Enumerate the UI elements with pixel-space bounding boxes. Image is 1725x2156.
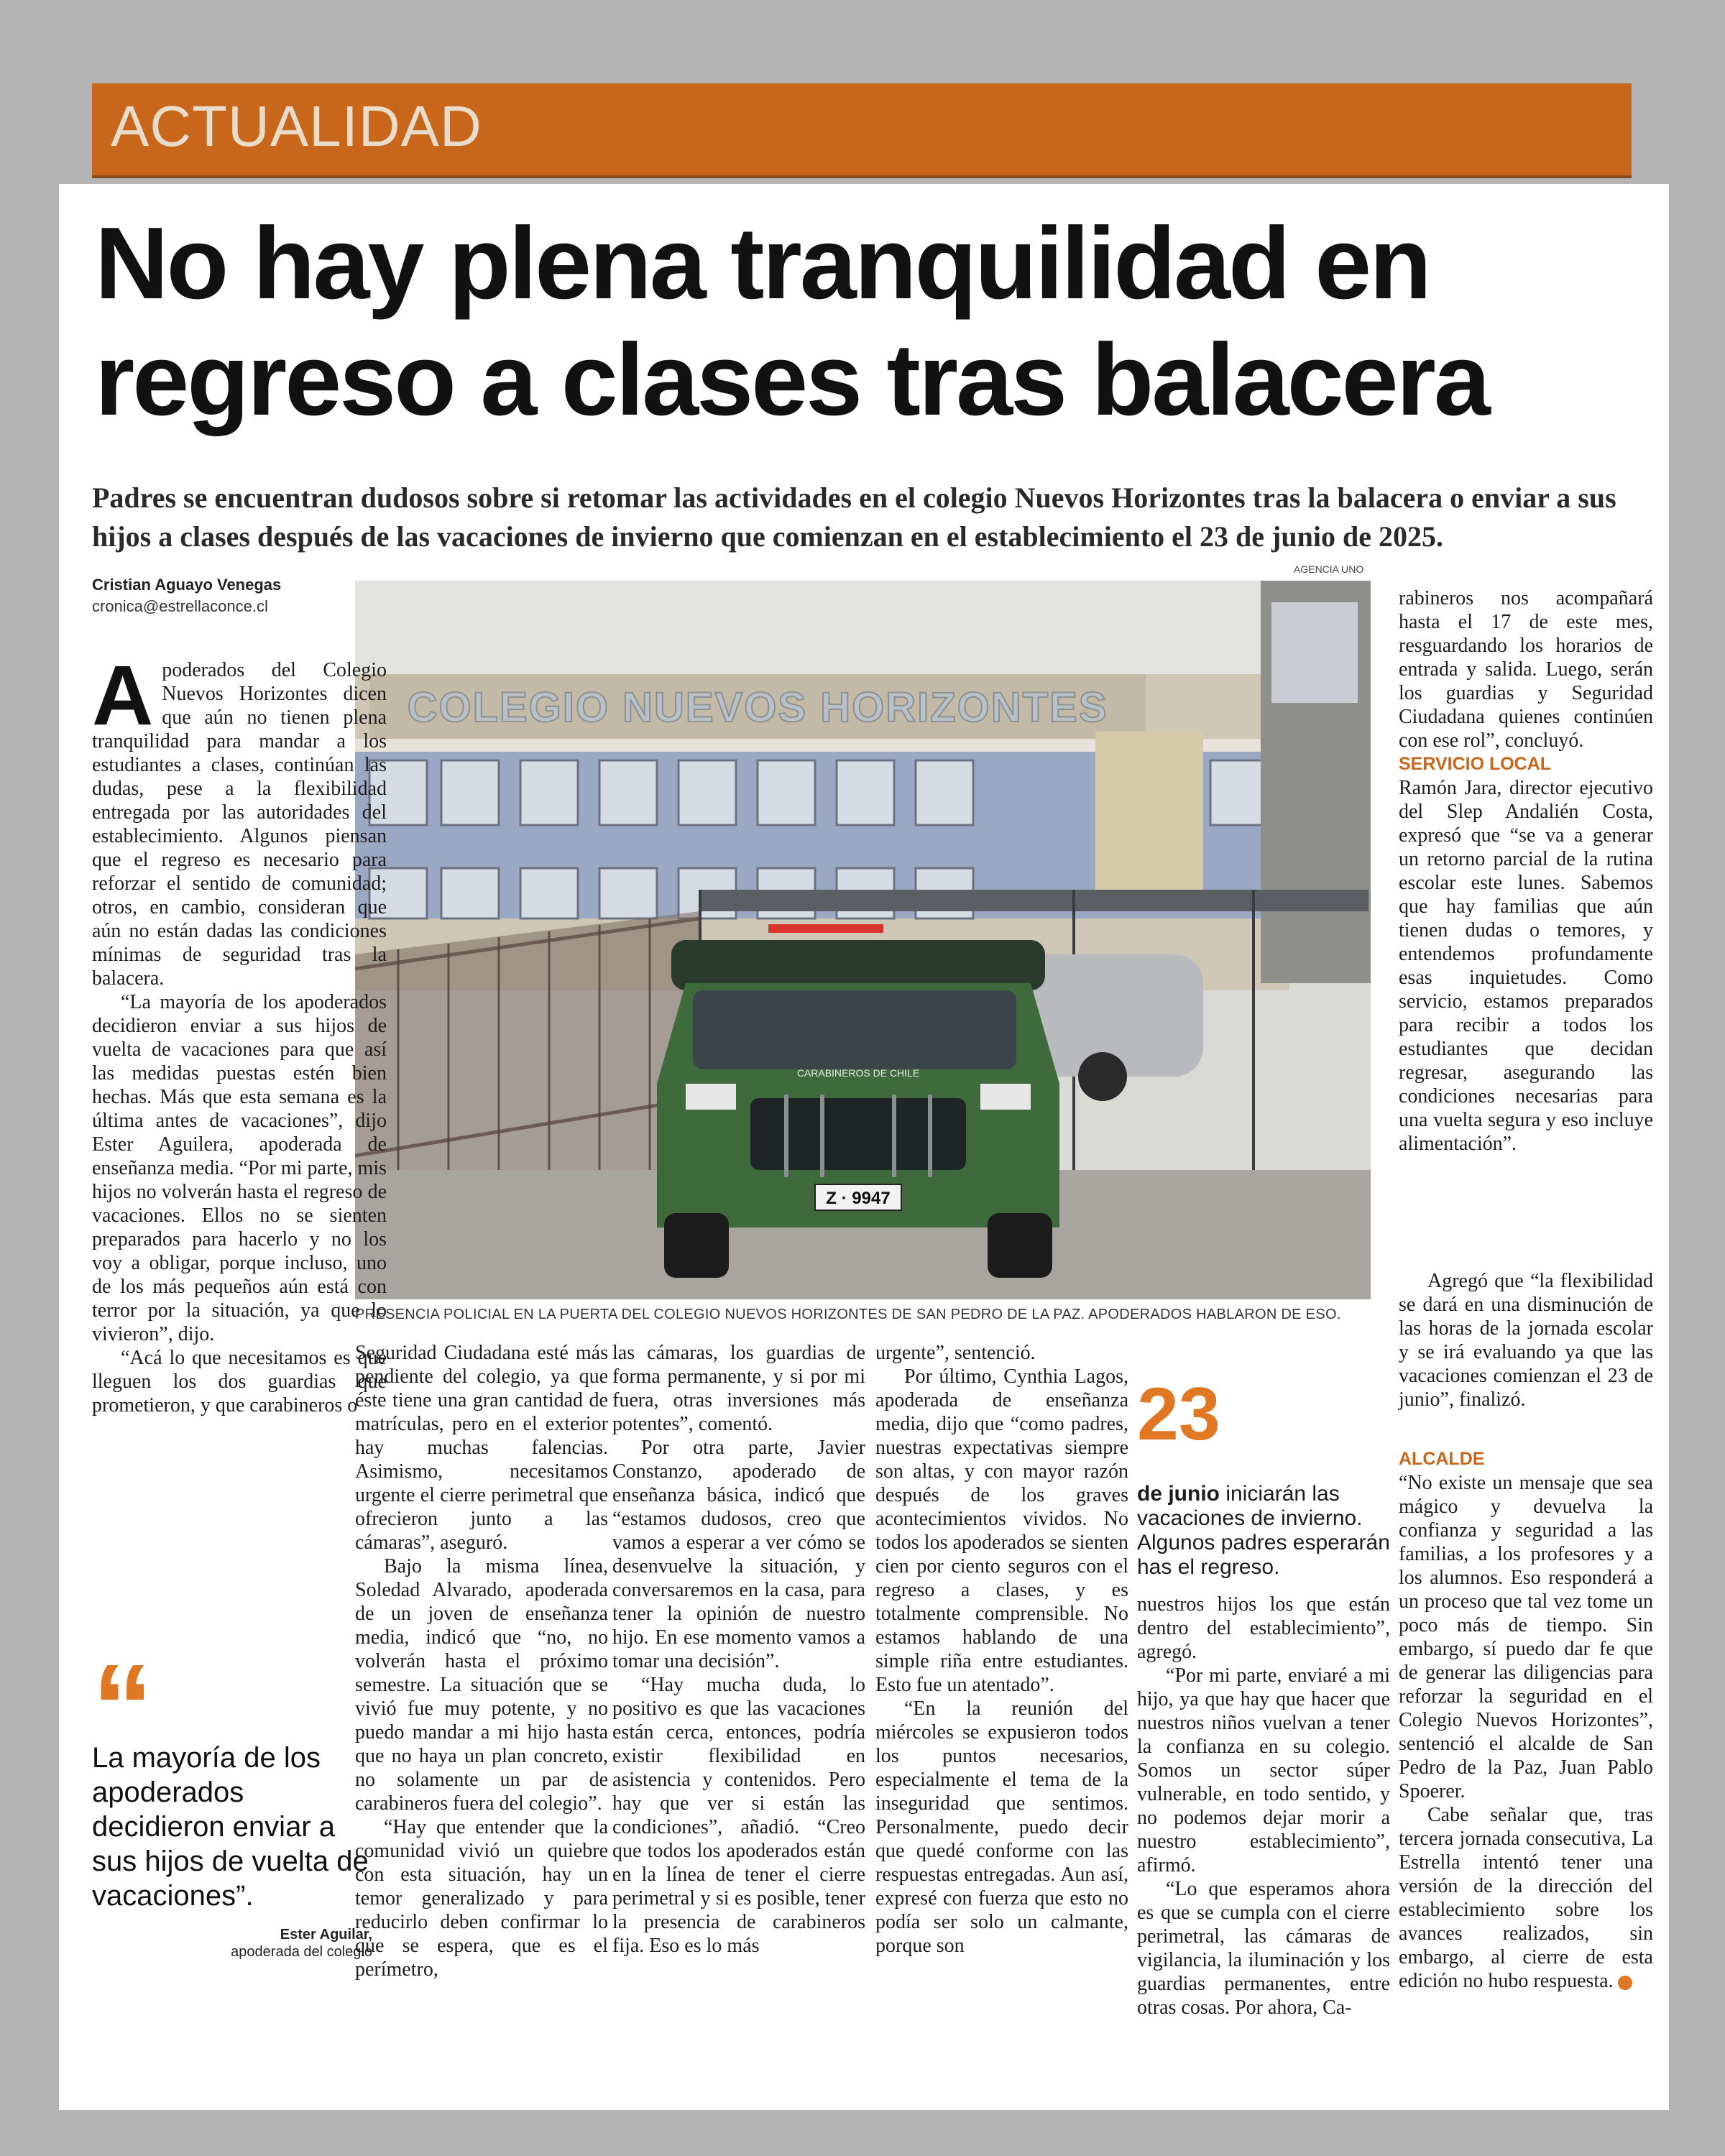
headline-line-2: regreso a clases tras balacera [95,323,1489,437]
body-paragraph: Por último, Cynthia Lagos, apoderada de enseñanza media, dijo que “como padres, nuestras expectativas siempre son altas, y con mayor razón después de los graves acontecimientos vividos. No todos los apoderados se sienten cien por ciento seguros con el regreso a clases, y es totalmente comprensible. No estamos hablando de una simple riña entre estudiantes. Esto fue un atentado”. [875,1365,1128,1696]
body-paragraph: “Hay mucha duda, lo positivo es que las vacaciones están cerca, entonces, podría existir flexibilidad en asistencia y contenidos. Pero hay que ver si están las condiciones”, añadió. “Creo que todos los apoderados están en la línea de tener el cierre perimetral y si es posible, tener la presencia de carabineros fija. Eso es lo más [612,1674,865,1957]
section-bar [92,83,1632,178]
body-column-6-bottom [1399,1447,1653,1993]
body-paragraph: Apoderados del Colegio Nuevos Horizontes dicen que aún no tienen plena tranquilidad para mandar a los estudiantes a clases, continúan las dudas, pese a la flexibilidad entregada por las autoridades del establecimiento. Algunos piensan que el regreso es necesario para reforzar el sentido de comunidad; otros, en cambio, consideran que aún no están dadas las condiciones mínimas de seguridad tras la balacera. [92,648,387,990]
photo-plate: Z · 9947 [826,1189,891,1208]
photo-caption: PRESENCIA POLICIAL EN LA PUERTA DEL COLEGIO NUEVOS HORIZONTES DE SAN PEDRO DE LA PAZ. APODERADOS HABLARON DE ESO. [355,1307,1341,1322]
body-paragraph: Ramón Jara, director ejecutivo del Slep Andalién Costa, expresó que “se va a generar un retorno parcial de la rutina escolar este lunes. Sabemos que hay familias que aún tienen dudas o temores, y entendemos profundamente esas inquietudes. Como servicio, estamos preparados para recibir a todos los estudiantes que decidan regresar, asegurando las condiciones necesarias para una vuelta segura y eso incluye alimentación”. [1399,777,1653,1155]
byline-email: cronica@estrellaconce.cl [92,597,268,615]
end-mark-icon [1618,1976,1632,1990]
body-column-6-top [1399,586,1653,1156]
body-paragraph: “Por mi parte, enviaré a mi hijo, ya que hay que hacer que nuestros niños vuelvan a tener la confianza en su colegio. Somos un sector súper vulnerable, en todo sentido, y no podemos dejar morir a nuestro establecimiento”, afirmó. [1137,1664,1390,1876]
body-column-3 [612,1341,865,1958]
stat-number: 23 [1137,1373,1220,1456]
body-paragraph: “Lo que esperamos ahora es que se cumpla con el cierre perimetral, las cámaras de vigilancia, la iluminación y los guardias permanentes, entre otras cosas. Por ahora, Ca- [1137,1878,1390,2019]
subhead-alcalde: ALCALDE [1399,1449,1485,1469]
body-paragraph: “Hay que entender que la comunidad vivió un quiebre con esta situación, hay un temor generalizado y para reducirlo deben confirmar lo que se espera, que es el perímetro, [355,1816,608,1981]
body-paragraph: Agregó que “la flexibilidad se dará en una disminución de las horas de la jornada escolar y se irá evaluando ya que las vacaciones comienzan el 23 de junio”, finalizó. [1399,1270,1653,1411]
photo-sign-text: COLEGIO NUEVOS HORIZONTES [407,684,1108,731]
headline [95,206,1640,437]
body-column-4 [875,1341,1128,1958]
body-paragraph: rabineros nos acompañará hasta el 17 de este mes, resguardando los horarios de entrada y salida. Luego, serán los guardias y Seguridad Ciudadana quienes continúen con ese rol”, concluyó. [1399,587,1653,752]
body-paragraph [1399,1803,1653,1993]
article-photo [355,581,1371,1299]
body-paragraph: “Acá lo que necesitamos es que lleguen los dos guardias que prometieron, y que carabineros o [92,1347,387,1416]
pull-quote-text: La mayoría de los apoderados decidieron enviar a sus hijos de vuelta de vacaciones”. [92,1742,369,1912]
body-column-5 [1137,1593,1390,2019]
stat-text [1137,1482,1390,1580]
body-column-1 [92,648,387,1417]
quote-icon: “ [92,1639,153,1776]
closing-text: Cabe señalar que, tras tercera jornada consecutiva, La Estrella intentó tener una versión de la dirección del establecimiento sobre los avances realizados, sin embargo, al cierre de esta edición no hubo respuesta. [1399,1804,1653,1992]
body-column-6-middle [1399,1269,1653,1411]
body-column-2 [355,1341,608,1981]
pull-quote [92,1639,372,1961]
article-page [59,184,1669,2110]
section-label: ACTUALIDAD [111,94,482,158]
body-paragraph: Bajo la misma línea, Soledad Alvarado, apoderada de un joven de enseñanza media, indicó que “no, no volverán hasta el próximo semestre. La situación que se vivió fue muy potente, y no puedo mandar a mi hijo hasta que no haya un plan concreto, no solamente un par de carabineros fuera del colegio”. [355,1555,608,1815]
body-paragraph: “La mayoría de los apoderados decidieron enviar a sus hijos de vuelta de vacaciones para que así las medidas puestas estén bien hechas. Más que esta semana es la última antes de vacaciones”, dijo Ester Aguilera, apoderada de enseñanza media. “Por mi parte, mis hijos no volverán hasta el regreso de vacaciones. Ellos no se sienten preparados para hacerlo y no los voy a obligar, porque incluso, uno de los más pequeños aún está con terror por la situación, ya que lo vivieron”, dijo. [92,991,387,1345]
pull-quote-name: Ester Aguilar, [280,1927,372,1943]
byline [92,576,281,616]
body-paragraph: “En la reunión del miércoles se expusieron todos los puntos necesarios, especialmente el tema de la inseguridad que sentimos. Personalmente, puedo decir que quedé conforme con las respuestas entregadas. Aun así, expresé con fuerza que esto no podía ser solo un calmante, porque son [875,1697,1128,1957]
body-paragraph: las cámaras, los guardias de forma permanente, y si por mi fuera, otras inversiones más potentes”, comentó. [612,1342,865,1435]
body-paragraph: nuestros hijos los que están dentro del establecimiento”, agregó. [1137,1593,1390,1663]
body-paragraph: urgente”, sentenció. [875,1342,1036,1364]
stat-description: iniciarán las vacaciones de invierno. Algunos padres esperarán has el regreso. [1137,1482,1390,1579]
body-paragraph: Seguridad Ciudadana esté más pendiente del colegio, ya que éste tiene una gran cantidad de matrículas, pero en el exterior hay muchas falencias. Asimismo, necesitamos urgente el cierre perimetral que ofrecieron junto a las cámaras”, aseguró. [355,1342,608,1554]
byline-name: Cristian Aguayo Venegas [92,576,282,594]
body-paragraph: “No existe un mensaje que sea mágico y devuelva la confianza y seguridad a las familias, a los profesores y a los alumnos. Eso responderá a un proceso que tal vez tome un poco más de tiempo. Sin embargo, sí puedo dar fe que de generar las diligencias para reforzar la seguridad en el Colegio Nuevos Horizontes”, sentenció el alcalde de San Pedro de la Paz, Juan Pablo Spoerer. [1399,1472,1653,1802]
stat-box [1137,1373,1390,1580]
stat-strong: de junio [1137,1482,1220,1506]
pull-quote-role: apoderada del colegio [231,1944,372,1960]
dek: Padres se encuentran dudosos sobre si retomar las actividades en el colegio Nuevos Horizontes tras la balacera o enviar a sus hijos a clases después de las vacaciones de invierno que comienzan en el establecimiento el 23 de junio de 2025. [92,482,1616,553]
body-paragraph: Por otra parte, Javier Constanzo, apoderado de enseñanza básica, indicó que “estamos dudosos, creo que vamos a esperar a ver cómo se desenvuelve la situación, y conversaremos en la casa, para tener la opinión de nuestro hijo. En ese momento vamos a tomar una decisión”. [612,1437,865,1672]
headline-line-1: No hay plena tranquilidad en [95,206,1430,321]
subhead-servicio-local: SERVICIO LOCAL [1399,754,1552,774]
photo-credit: AGENCIA UNO [1294,563,1364,575]
photo-vehicle-text: CARABINEROS DE CHILE [796,1067,920,1079]
pull-quote-attribution [92,1926,372,1961]
